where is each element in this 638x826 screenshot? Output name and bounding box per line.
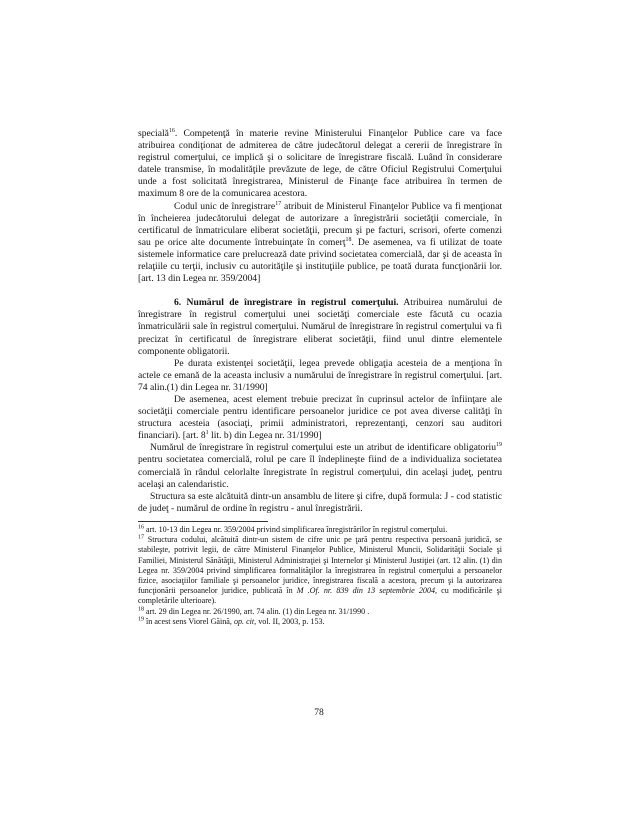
text-run: . Competenţă în materie revine Ministerului Finanţelor Publice care va face atribuirea condiţionat de admiterea de către judecătorul delegat a cererii de înregistrare în registrul comerţului, ce implică şi o solicitare de înregistrare fiscală. Luând în considerare datele transmise, în modalităţile prevăzute de lege, de către Oficiul Registrului Comerţului unde a fost solicitată înregistrarea, Ministerul de Finanţe face atribuirea în termen de maximum 8 ore de la comunicarea acestora. xyxy=(138,128,502,200)
footnote xyxy=(138,607,502,617)
text-run: în acest sens Viorel Găină, xyxy=(144,616,234,626)
paragraph xyxy=(138,394,502,442)
text-run: pentru societatea comercială, rolul pe care îl îndeplineşte fiind de a individualiza societatea comercială în rândul celorlalte înregistrate în registrul comerţului, din acelaşi judeţ, pentru acelaşi an calendaristic. xyxy=(138,454,502,490)
paragraph xyxy=(138,491,502,515)
text-run: art. 10-13 din Legea nr. 359/2004 privind simplificarea înregistrărilor în registrul comerţului. xyxy=(144,524,448,534)
footnote xyxy=(138,525,502,535)
italic-text: op. cit, xyxy=(233,616,257,626)
footnote-marker: 19 xyxy=(138,616,144,623)
text-run: Atribuirea numărului de înregistrare în registrul comerţului unei societăţi comerciale este făcută cu ocazia înmatriculării sale în registrul comerţului. Numărul de înregistrare în registrul comerţului va fi precizat în certificatul de înregistrare eliberat societăţii, fiind unul dintre elementele componente obligatorii. xyxy=(138,297,502,357)
footnote-marker: 18 xyxy=(345,236,352,243)
paragraph xyxy=(138,442,502,490)
footnote-marker: 17 xyxy=(275,200,282,207)
text-run: De asemenea, acest element trebuie precizat în cuprinsul actelor de înfiinţare ale societăţii comerciale pentru identificare persoanelor juridice ce pot avea diverse calităţi în structura acesteia (asociaţi, primii administratori, reprezentanţi, cenzori sau auditori financiari). [art. 8 xyxy=(138,393,502,442)
text-run: vol. II, 2003, p. 153. xyxy=(256,616,325,626)
text-run: Structura codului, alcătuită dintr-un sistem de cifre unic pe ţară pentru respectiva persoană juridică, se stabileşte, potrivit legii, de către Ministerul Finanţelor Publice, Ministerul Muncii, Solidarităţii Sociale şi Familiei, Ministerul Sănătăţii, Ministerul Administraţiei şi Internelor şi Ministerul Justiţiei (art. 12 alin. (1) din Legea nr. 359/2004 privind simplificarea formalităţilor la înregistrarea în registrul comerţului a persoanelor fizice, asociaţiilor familiale şi persoanelor juridice, înregistrarea fiscală a acestora, precum şi la autorizarea funcţionării persoanelor juridice, publicată în xyxy=(138,535,502,596)
text-run: specială xyxy=(138,128,169,139)
text-run: Codul unic de înregistrare xyxy=(174,200,276,212)
text-run: lit. b) din Legea nr. 31/1990] xyxy=(208,430,322,442)
footnote-marker: 18 xyxy=(138,605,144,612)
footnotes xyxy=(138,525,502,627)
text-run: art. 29 din Legea nr. 26/1990, art. 74 alin. (1) din Legea nr. 31/1990 . xyxy=(144,606,370,616)
footnote-marker: 1 xyxy=(205,430,209,437)
text-run: Structura sa este alcătuită dintr-un ansamblu de litere şi cifre, după formula: J - cod statistic de judeţ - numărul de ordine în registru - anul înregistrării. xyxy=(138,490,502,514)
footnote-separator xyxy=(138,521,268,522)
body-text xyxy=(138,128,502,515)
paragraph xyxy=(138,358,502,394)
paragraph xyxy=(138,128,502,201)
text-run: Numărul de înregistrare în registrul comerţului este un atribut de identificare obligatoriu xyxy=(150,442,496,454)
paragraph-gap xyxy=(138,285,502,297)
text-run: Pe durata existenţei societăţii, legea prevede obligaţia acesteia de a menţiona în actele ce emană de la aceasta inclusiv a numărului de înregistrare în registrul comerţului. [art. 74 alin.(1) din Legea nr. 31/1990] xyxy=(138,357,502,393)
footnote-marker: 17 xyxy=(138,534,144,541)
footnote-marker: 16 xyxy=(168,127,175,134)
section-heading: 6. Numărul de înregistrare în registrul comerţului. xyxy=(174,297,399,309)
paragraph xyxy=(138,201,502,286)
footnote-marker: 19 xyxy=(496,442,502,449)
text-run: , cu modificările şi completările ulterioare). xyxy=(138,586,502,606)
footnote-marker: 16 xyxy=(138,524,144,531)
section-paragraph xyxy=(138,297,502,357)
document-page xyxy=(138,128,502,627)
footnote xyxy=(138,535,502,606)
page-number: 78 xyxy=(314,707,324,718)
text-run: . De asemenea, va fi utilizat de toate sistemele informatice care prelucrează date privind societatea comercială, dar şi de aceasta în relaţiile cu terţii, inclusiv cu autorităţile şi instituţiile publice, pe toată durata funcţionării lor. [art. 13 din Legea nr. 359/2004] xyxy=(138,236,503,285)
italic-text: M .Of. nr. 839 din 13 septembrie 2004 xyxy=(296,586,436,596)
footnote xyxy=(138,617,502,627)
text-run: atribuit de Ministerul Finanţelor Publice va fi menţionat în încheierea judecătorului delegat de autorizare a înregistrării societăţii comerciale, în certificatul de înmatriculare eliberat societăţii, precum şi pe facturi, scrisori, oferte comenzi sau pe orice alte documente întrebuinţate în comerţ xyxy=(138,200,502,248)
